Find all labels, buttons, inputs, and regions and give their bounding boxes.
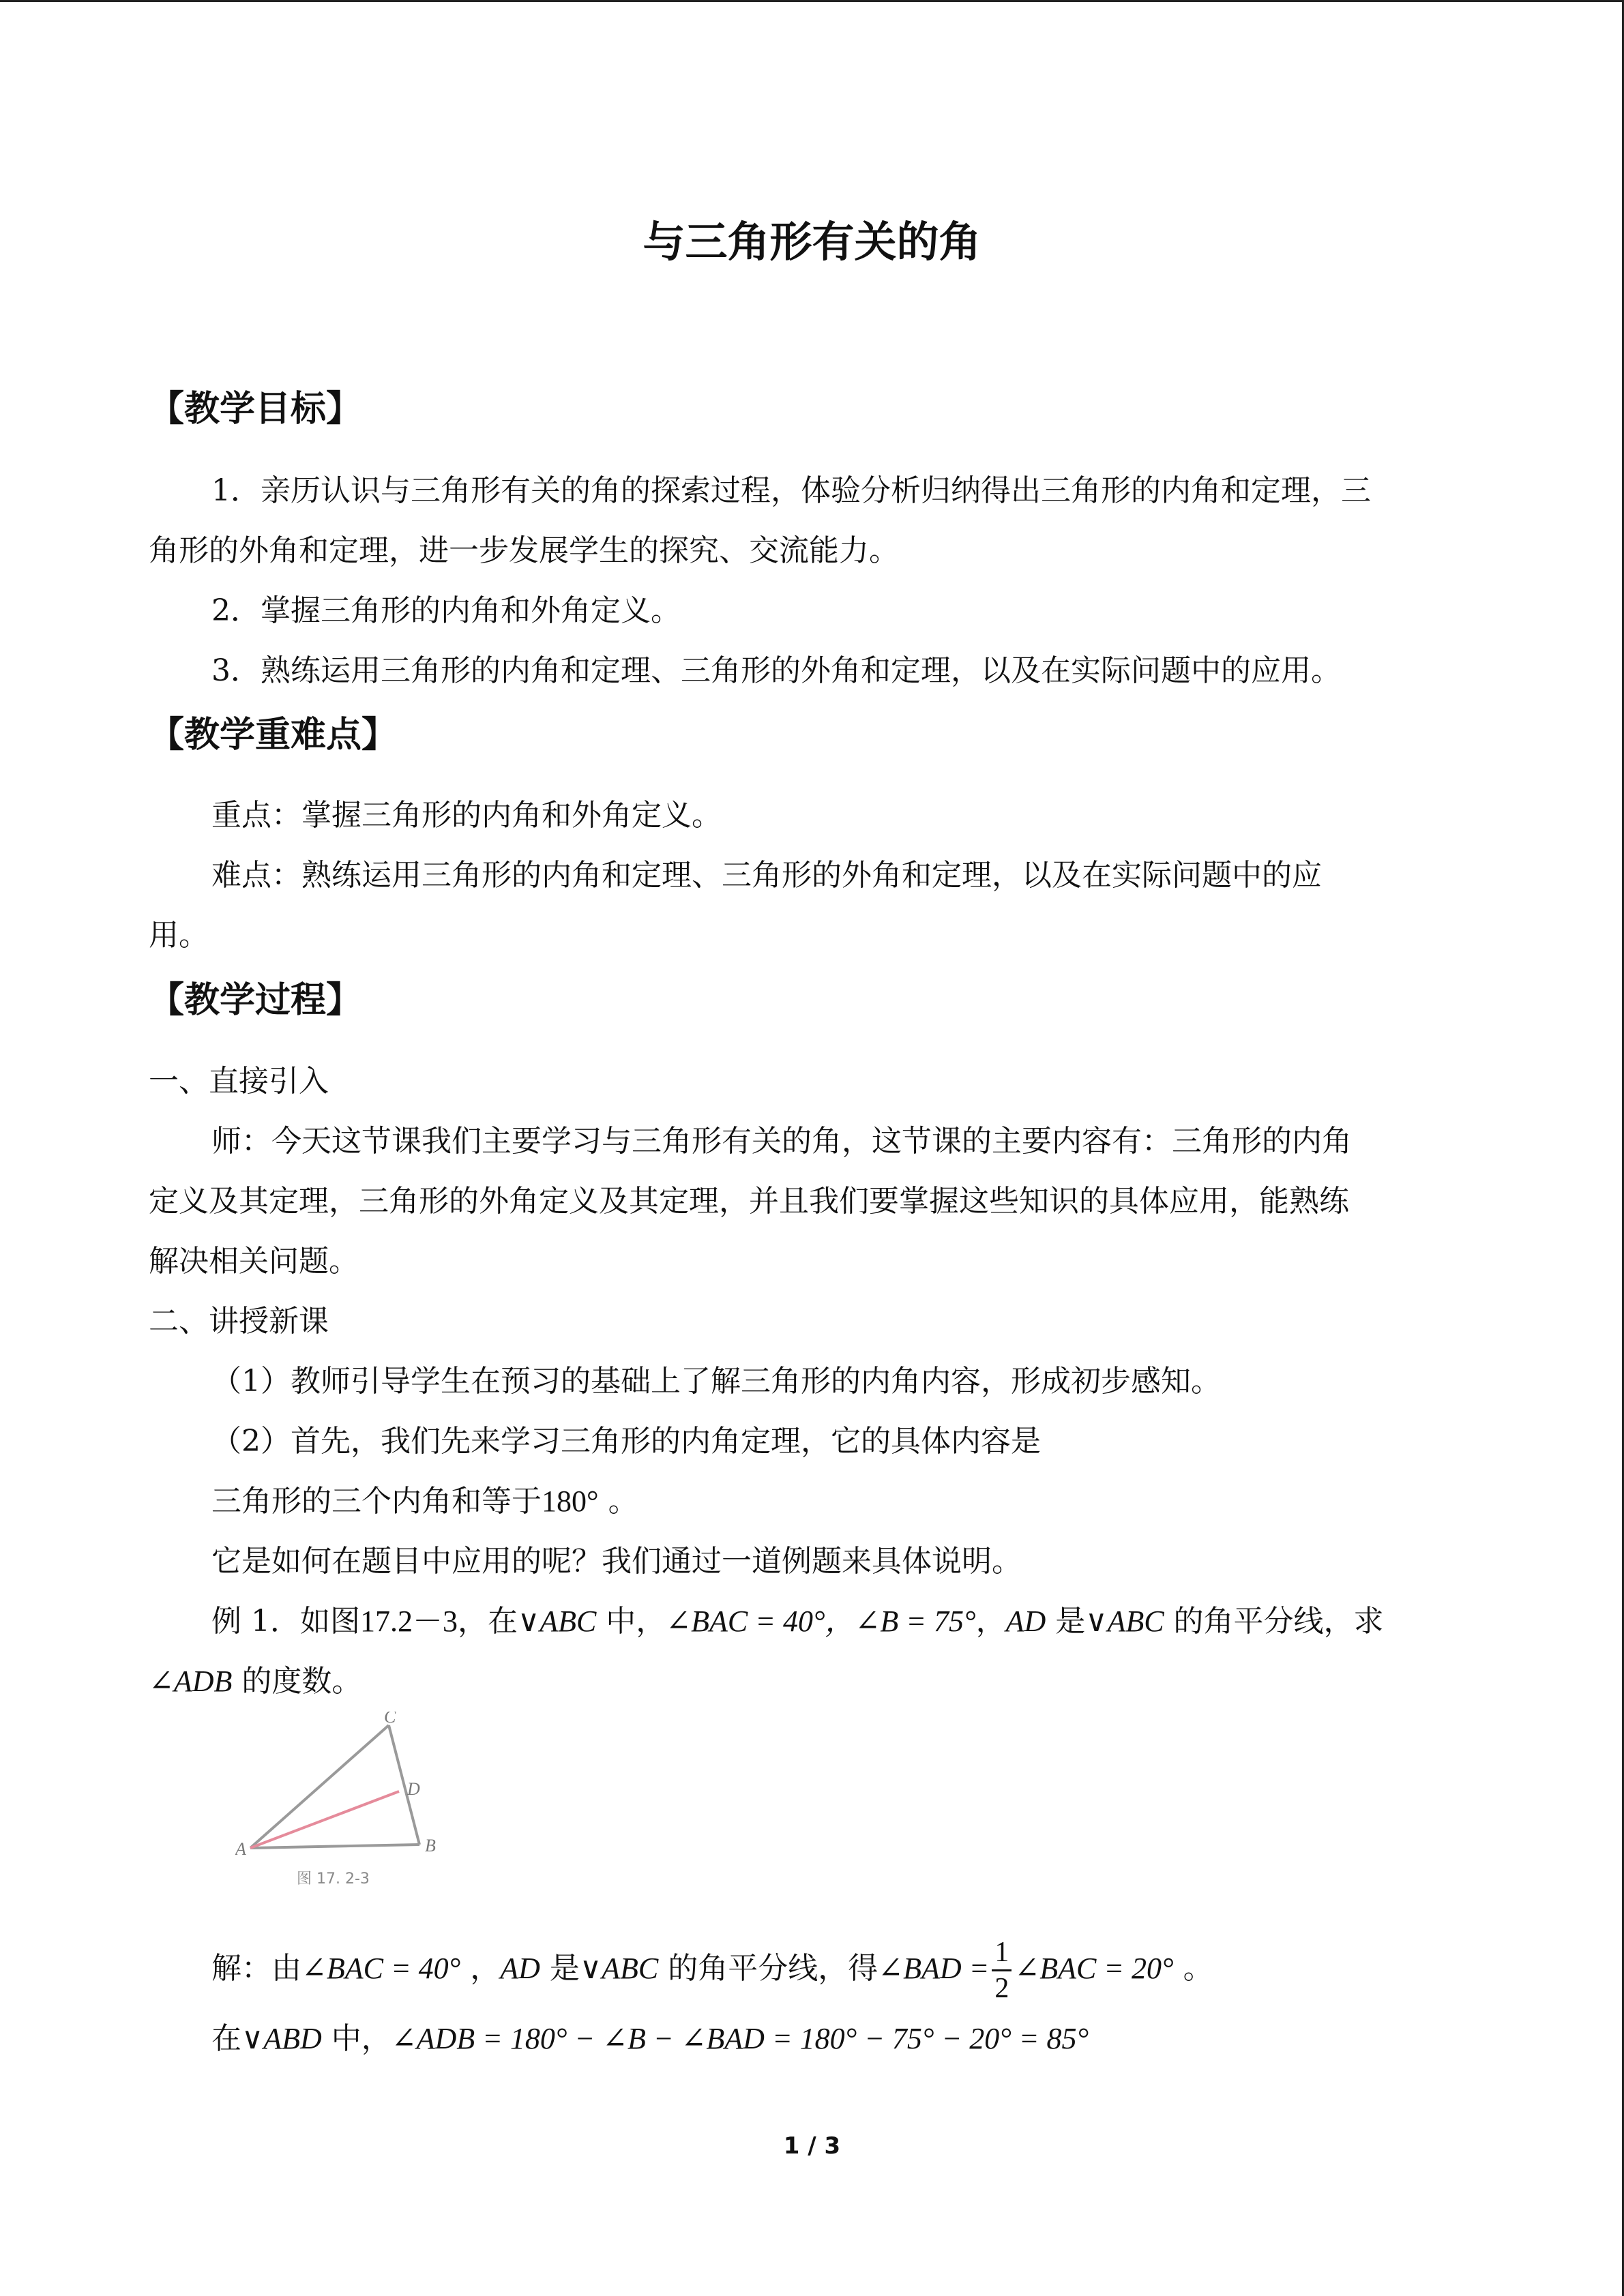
fraction-denominator: 2	[994, 1973, 1009, 2004]
theorem-statement	[211, 1481, 638, 1522]
triangle-figure-svg	[235, 1712, 454, 1896]
example-conditions: ∠BAC = 40°，∠B = 75°	[666, 1605, 976, 1638]
example-mid: 中，	[596, 1604, 666, 1639]
keypoint-difficulty-line-2: 用。	[149, 918, 209, 953]
objective-1-line-2: 角形的外角和定理，进一步发展学生的探究、交流能力。	[149, 533, 899, 568]
solution-result: ∠BAC = 20°	[1014, 1952, 1174, 1985]
page-number: 1 / 3	[783, 2132, 841, 2160]
solution-line2-mid: 中，	[321, 2021, 392, 2056]
example-is: 是	[1046, 1604, 1086, 1639]
triangle-figure	[235, 1712, 454, 1896]
document-title: 与三角形有关的角	[643, 217, 981, 267]
solution-line-1	[211, 1935, 1213, 2006]
example-intro-question: 它是如何在题目中应用的呢？我们通过一道例题来具体说明。	[211, 1544, 1022, 1579]
theorem-text: 三角形的三个内角和等于	[211, 1484, 542, 1519]
example-line2-end: 的度数。	[232, 1664, 362, 1699]
teacher-line-1: 师：今天这节课我们主要学习与三角形有关的角，这节课的主要内容有：三角形的内角	[211, 1124, 1352, 1159]
solution-ad: AD	[500, 1952, 540, 1985]
solution-mid: 的角平分线，得	[658, 1951, 879, 1986]
label-a: A	[235, 1839, 246, 1859]
part-1-heading: 一、直接引入	[149, 1064, 329, 1099]
solution-triangle: ∨ABC	[579, 1952, 659, 1985]
theorem-value: 180°	[542, 1485, 599, 1518]
example-triangle-abc-2: ∨ABC	[1085, 1605, 1164, 1638]
section-keypoints-heading: 【教学重难点】	[149, 715, 398, 756]
keypoint-difficulty-line-1: 难点：熟练运用三角形的内角和定理、三角形的外角和定理，以及在实际问题中的应	[211, 858, 1322, 893]
solution-line2-equation: ∠ADB = 180° − ∠B − ∠BAD = 180° − 75° − 20° = 85°	[391, 2022, 1089, 2055]
fraction-numerator: 1	[992, 1935, 1012, 1971]
section-process-heading: 【教学过程】	[149, 980, 362, 1021]
objective-3: 3．熟练运用三角形的内角和定理、三角形的外角和定理，以及在实际问题中的应用。	[211, 653, 1341, 688]
solution-line2-triangle: ∨ABD	[241, 2022, 322, 2055]
objective-2: 2．掌握三角形的内角和外角定义。	[211, 593, 681, 628]
side-ac	[250, 1725, 389, 1848]
example-sep: ，	[975, 1604, 1006, 1639]
figure-caption: 图 17. 2-3	[297, 1870, 370, 1888]
teacher-line-3: 解决相关问题。	[149, 1244, 359, 1279]
step-2: （2）首先，我们先来学习三角形的内角定理，它的具体内容是	[211, 1424, 1041, 1459]
step-1: （1）教师引导学生在预习的基础上了解三角形的内角内容，形成初步感知。	[211, 1364, 1221, 1399]
part-2-heading: 二、讲授新课	[149, 1304, 329, 1339]
solution-prefix: 解：由	[211, 1951, 301, 1986]
example-figure-ref: 17.2－3	[359, 1605, 458, 1638]
solution-line2-prefix: 在	[211, 2021, 241, 2056]
example-1-line-2	[149, 1661, 361, 1702]
section-objectives-heading: 【教学目标】	[149, 389, 362, 430]
theorem-end: 。	[598, 1484, 638, 1519]
label-c: C	[384, 1712, 396, 1727]
solution-line-2	[211, 2018, 1089, 2059]
solution-fraction	[992, 1935, 1012, 2006]
solution-end: 。	[1173, 1951, 1213, 1986]
label-b: B	[425, 1836, 436, 1855]
solution-comma: ，	[460, 1951, 501, 1986]
side-ab	[250, 1845, 419, 1848]
objective-1-line-1: 1．亲历认识与三角形有关的角的探索过程，体验分析归纳得出三角形的内角和定理，三	[211, 473, 1371, 508]
example-1-line-1	[211, 1601, 1384, 1642]
example-tail: 的角平分线，求	[1164, 1604, 1384, 1639]
label-d: D	[407, 1779, 420, 1799]
solution-is: 是	[540, 1951, 580, 1986]
keypoint-focus: 重点：掌握三角形的内角和外角定义。	[211, 798, 722, 833]
teacher-line-2: 定义及其定理，三角形的外角定义及其定理，并且我们要掌握这些知识的具体应用，能熟练	[149, 1184, 1349, 1219]
bisector-ad	[250, 1791, 399, 1848]
example-comma: ，在	[457, 1604, 518, 1639]
example-angle-adb: ∠ADB	[149, 1665, 233, 1698]
solution-condition: ∠BAC = 40°	[301, 1952, 461, 1985]
page-border-top	[0, 0, 1624, 2]
solution-bad: ∠BAD =	[878, 1952, 990, 1985]
example-ad: AD	[1005, 1605, 1046, 1638]
example-prefix: 例 1．如图	[211, 1604, 360, 1639]
example-triangle-abc: ∨ABC	[517, 1605, 597, 1638]
